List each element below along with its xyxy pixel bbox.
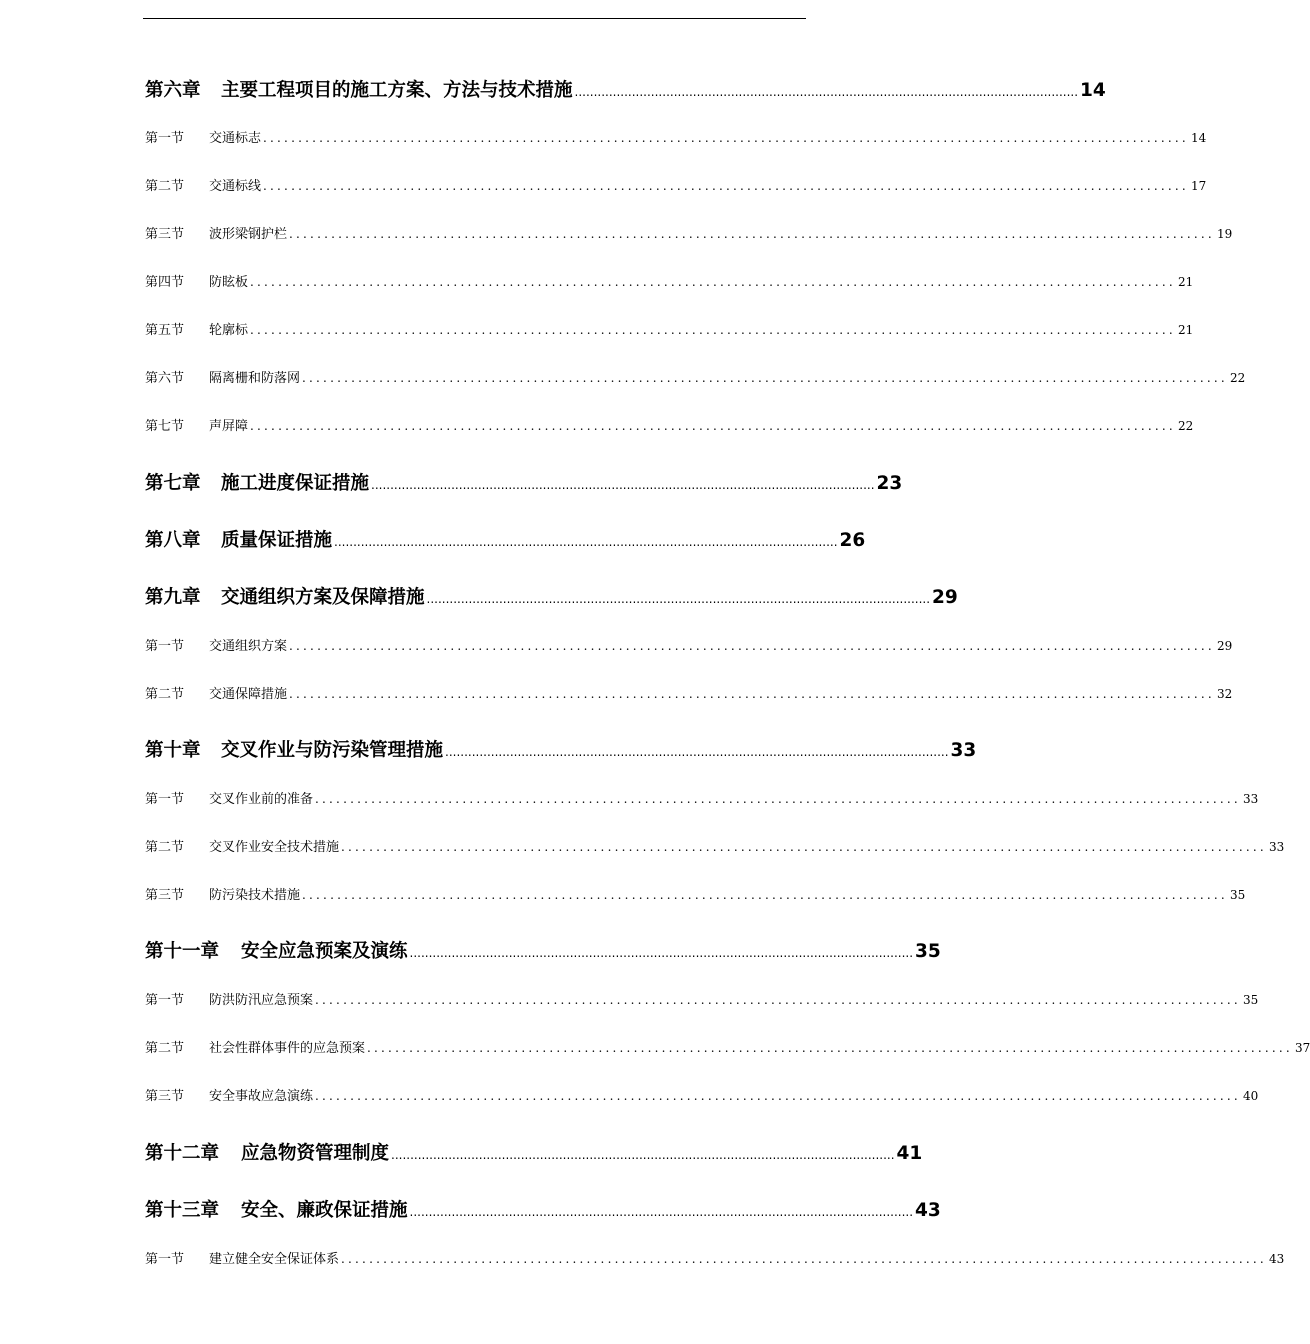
dot-leader: .................................................................................................................................... — [445, 745, 949, 759]
section-title: 交通保障措施 — [209, 687, 288, 702]
section-number: 第三节 — [145, 227, 185, 242]
section-number: 第四节 — [145, 275, 185, 290]
section-title: 防眩板 — [209, 275, 249, 290]
page-number: 26 — [839, 530, 866, 551]
page-number: 14 — [1080, 80, 1106, 101]
page-number: 32 — [1216, 687, 1233, 701]
page-number: 35 — [1229, 888, 1246, 902]
section-title: 交通组织方案 — [209, 639, 288, 654]
page-number: 35 — [915, 941, 941, 962]
dot-leader: .................................................................................................................................... — [315, 993, 1241, 1007]
dot-leader: .................................................................................................................................... — [263, 131, 1189, 145]
dot-leader: .................................................................................................................................... — [250, 323, 1176, 337]
dot-leader: .................................................................................................................................... — [409, 946, 914, 960]
page-number: 21 — [1177, 275, 1194, 289]
dot-leader: .................................................................................................................................... — [250, 419, 1176, 433]
section-number: 第二节 — [145, 179, 185, 194]
section-number: 第二节 — [145, 687, 185, 702]
section-number: 第五节 — [145, 323, 185, 338]
toc-section-11-2[interactable] — [145, 1037, 1310, 1056]
section-number: 第二节 — [145, 840, 185, 855]
page-number: 22 — [1229, 371, 1246, 385]
section-number: 第一节 — [145, 993, 185, 1008]
section-number: 第二节 — [145, 1041, 185, 1056]
chapter-number: 第七章 — [145, 473, 201, 494]
section-title: 交通标线 — [209, 179, 262, 194]
dot-leader: .................................................................................................................................... — [391, 1148, 895, 1162]
page-number: 23 — [876, 473, 903, 494]
page-number: 21 — [1177, 323, 1194, 337]
section-number: 第三节 — [145, 1089, 185, 1104]
page-number: 19 — [1216, 227, 1233, 241]
dot-leader: .................................................................................................................................... — [302, 888, 1228, 902]
toc-chapter-6[interactable] — [145, 76, 1106, 102]
toc-section-10-1[interactable] — [145, 788, 1259, 807]
dot-leader: .................................................................................................................................... — [289, 227, 1215, 241]
dot-leader: .................................................................................................................................... — [574, 85, 1079, 99]
dot-leader: .................................................................................................................................... — [367, 1041, 1293, 1055]
dot-leader: .................................................................................................................................... — [341, 840, 1267, 854]
chapter-number: 第八章 — [145, 530, 201, 551]
page-number: 35 — [1242, 993, 1259, 1007]
toc-chapter-8[interactable] — [145, 526, 866, 552]
dot-leader: .................................................................................................................................... — [315, 1089, 1241, 1103]
page-number: 40 — [1242, 1089, 1259, 1103]
dot-leader: .................................................................................................................................... — [289, 687, 1215, 701]
chapter-title: 主要工程项目的施工方案、方法与技术措施 — [221, 80, 573, 101]
page-number: 43 — [915, 1200, 941, 1221]
chapter-title: 质量保证措施 — [221, 530, 333, 551]
section-number: 第三节 — [145, 888, 185, 903]
section-title: 防洪防汛应急预案 — [209, 993, 314, 1008]
section-title: 波形梁钢护栏 — [209, 227, 288, 242]
section-number: 第一节 — [145, 131, 185, 146]
page-number: 41 — [896, 1143, 923, 1164]
dot-leader: .................................................................................................................................... — [334, 535, 838, 549]
page-number: 43 — [1268, 1252, 1285, 1266]
toc-section-13-1[interactable] — [145, 1248, 1285, 1267]
section-number: 第一节 — [145, 639, 185, 654]
toc-chapter-9[interactable] — [145, 583, 958, 609]
page-number: 37 — [1294, 1041, 1310, 1055]
section-title: 交叉作业安全技术措施 — [209, 840, 340, 855]
page-number: 33 — [1242, 792, 1259, 806]
section-number: 第一节 — [145, 1252, 185, 1267]
chapter-title: 安全、廉政保证措施 — [241, 1200, 408, 1221]
toc-chapter-11[interactable] — [145, 937, 941, 963]
section-title: 声屏障 — [209, 419, 249, 434]
chapter-title: 交叉作业与防污染管理措施 — [221, 740, 444, 761]
toc-section-11-1[interactable] — [145, 989, 1259, 1008]
chapter-number: 第十三章 — [145, 1200, 220, 1221]
chapter-title: 交通组织方案及保障措施 — [221, 587, 425, 608]
page-number: 29 — [932, 587, 958, 608]
toc-section-11-3[interactable] — [145, 1085, 1259, 1104]
dot-leader: .................................................................................................................................... — [289, 639, 1215, 653]
toc-section-9-1[interactable] — [145, 635, 1233, 654]
dot-leader: .................................................................................................................................... — [250, 275, 1176, 289]
toc-section-9-2[interactable] — [145, 683, 1233, 702]
chapter-number: 第十章 — [145, 740, 201, 761]
chapter-number: 第九章 — [145, 587, 201, 608]
section-number: 第七节 — [145, 419, 185, 434]
section-title: 交通标志 — [209, 131, 262, 146]
toc-chapter-12[interactable] — [145, 1139, 923, 1165]
section-number: 第一节 — [145, 792, 185, 807]
toc-chapter-13[interactable] — [145, 1196, 941, 1222]
toc-section-6-6[interactable] — [145, 367, 1246, 386]
dot-leader: .................................................................................................................................... — [426, 592, 931, 606]
page-number: 17 — [1190, 179, 1207, 193]
page-number: 22 — [1177, 419, 1194, 433]
toc-section-6-2[interactable] — [145, 175, 1207, 194]
dot-leader: .................................................................................................................................... — [263, 179, 1189, 193]
header-rule — [143, 18, 806, 19]
toc-section-6-5[interactable] — [145, 319, 1194, 338]
section-title: 社会性群体事件的应急预案 — [209, 1041, 366, 1056]
toc-section-10-3[interactable] — [145, 884, 1246, 903]
section-title: 轮廓标 — [209, 323, 249, 338]
toc-chapter-7[interactable] — [145, 469, 903, 495]
toc-chapter-10[interactable] — [145, 736, 977, 762]
page-number: 33 — [1268, 840, 1285, 854]
chapter-title: 安全应急预案及演练 — [241, 941, 408, 962]
toc-section-10-2[interactable] — [145, 836, 1285, 855]
dot-leader: .................................................................................................................................... — [341, 1252, 1267, 1266]
dot-leader: .................................................................................................................................... — [315, 792, 1241, 806]
page-number: 29 — [1216, 639, 1233, 653]
toc-section-6-4[interactable] — [145, 271, 1194, 290]
section-title: 建立健全安全保证体系 — [209, 1252, 340, 1267]
section-title: 隔离栅和防落网 — [209, 371, 301, 386]
dot-leader: .................................................................................................................................... — [302, 371, 1228, 385]
chapter-number: 第十一章 — [145, 941, 220, 962]
page-number: 14 — [1190, 131, 1207, 145]
chapter-title: 应急物资管理制度 — [241, 1143, 390, 1164]
chapter-number: 第十二章 — [145, 1143, 220, 1164]
toc-section-6-7[interactable] — [145, 415, 1194, 434]
chapter-title: 施工进度保证措施 — [221, 473, 370, 494]
section-title: 安全事故应急演练 — [209, 1089, 314, 1104]
dot-leader: .................................................................................................................................... — [409, 1205, 914, 1219]
page-number: 33 — [950, 740, 977, 761]
section-title: 防污染技术措施 — [209, 888, 301, 903]
chapter-number: 第六章 — [145, 80, 201, 101]
toc-section-6-3[interactable] — [145, 223, 1233, 242]
section-number: 第六节 — [145, 371, 185, 386]
dot-leader: .................................................................................................................................... — [371, 478, 875, 492]
section-title: 交叉作业前的准备 — [209, 792, 314, 807]
toc-section-6-1[interactable] — [145, 127, 1207, 146]
